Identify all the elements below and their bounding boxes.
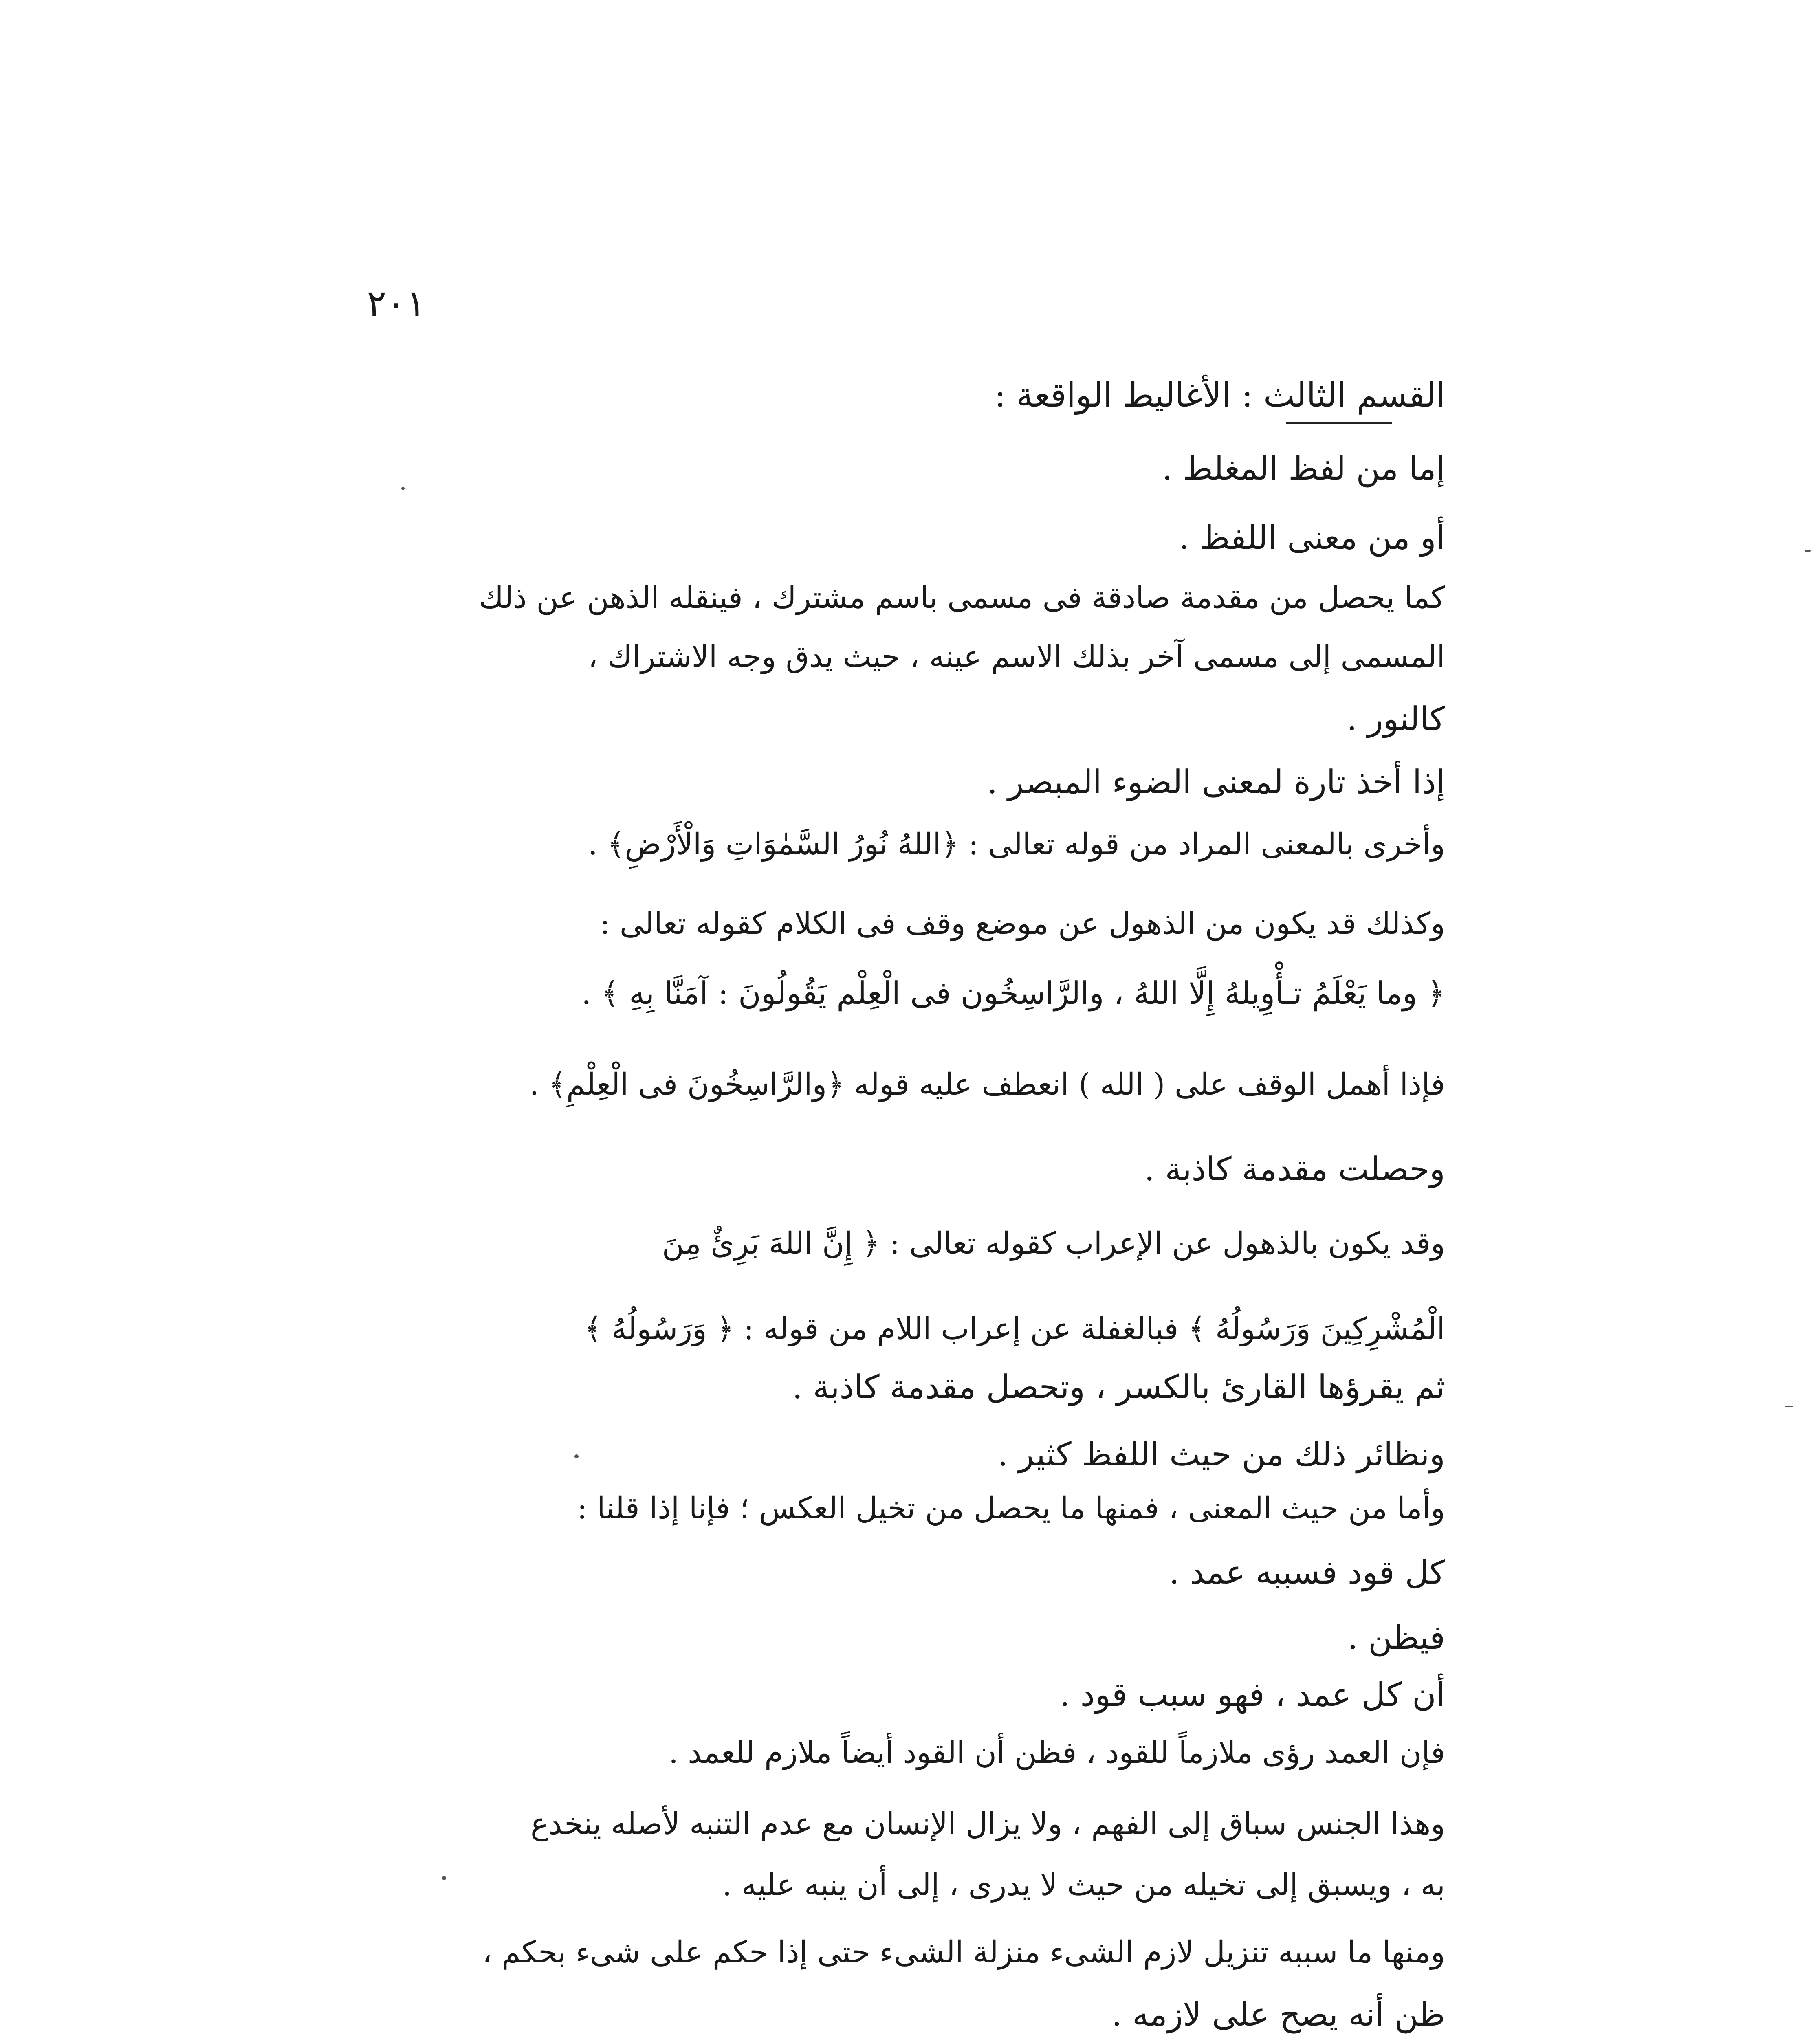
scan-speck	[1805, 550, 1811, 552]
scan-speck	[401, 487, 405, 490]
text-line: فإن العمد رؤى ملازماً للقود ، فظن أن القود أيضاً ملازم للعمد .	[669, 1735, 1445, 1770]
quran-verse-line: ﴿ وما يَعْلَمُ تـأْوِيلهُ إِلَّا اللهُ ، والرَّاسِخُون فى الْعِلْم يَقُولُونَ : آمَنَّا بِهِ ﴾ .	[581, 975, 1445, 1011]
scan-speck	[442, 1876, 446, 1880]
text-line: ونظائر ذلك من حيث اللفظ كثير .	[997, 1435, 1445, 1473]
text-line: وحصلت مقدمة كاذبة .	[1144, 1150, 1445, 1188]
text-line: كل قود فسببه عمد .	[1169, 1553, 1445, 1591]
text-line: أن كل عمد ، فهو سبب قود .	[1059, 1676, 1445, 1714]
text-line: فيظن .	[1347, 1619, 1445, 1656]
scan-speck	[574, 1454, 579, 1458]
text-line: وكذلك قد يكون من الذهول عن موضع وقف فى الكلام كقوله تعالى :	[600, 906, 1445, 941]
page-number: ٢٠١	[367, 282, 426, 325]
text-line: كما يحصل من مقدمة صادقة فى مسمى باسم مشترك ، فينقله الذهن عن ذلك	[478, 580, 1445, 615]
text-line: ومنها ما سببه تنزيل لازم الشىء منزلة الشىء حتى إذا حكم على شىء بحكم ،	[482, 1935, 1445, 1970]
text-line: كالنور .	[1347, 700, 1445, 738]
text-line: وقد يكون بالذهول عن الإعراب كقوله تعالى : ﴿ إِنَّ اللهَ بَرِئٌ مِنَ	[662, 1226, 1445, 1261]
scan-speck	[1785, 1406, 1793, 1407]
text-line: ثم يقرؤها القارئ بالكسر ، وتحصل مقدمة كاذبة .	[792, 1368, 1445, 1406]
text-line: إذا أخذ تارة لمعنى الضوء المبصر .	[987, 763, 1445, 801]
text-line: وأخرى بالمعنى المراد من قوله تعالى : ﴿اللهُ نُورُ السَّمٰوَاتِ وَالْأَرْضِ﴾ .	[588, 827, 1445, 862]
text-line: وهذا الجنس سباق إلى الفهم ، ولا يزال الإنسان مع عدم التنبه لأصله ينخدع	[530, 1806, 1445, 1841]
text-line: ظن أنه يصح على لازمه .	[1111, 1995, 1445, 2033]
text-line: فإذا أهمل الوقف على ( الله ) انعطف عليه قوله ﴿والرَّاسِخُونَ فى الْعِلْمِ﴾ .	[529, 1067, 1445, 1102]
text-line: الْمُشْرِكِينَ وَرَسُولُهُ ﴾ فبالغفلة عن إعراب اللام من قوله : ﴿ وَرَسُولُهُ ﴾	[584, 1311, 1445, 1346]
text-line: به ، ويسبق إلى تخيله من حيث لا يدرى ، إلى أن ينبه عليه .	[722, 1868, 1445, 1903]
text-line: أو من معنى اللفظ .	[1179, 519, 1445, 557]
text-line: إما من لفظ المغلط .	[1162, 449, 1445, 487]
heading-underline	[1286, 422, 1392, 424]
text-line: المسمى إلى مسمى آخر بذلك الاسم عينه ، حيث يدق وجه الاشتراك ،	[588, 639, 1445, 674]
text-line: وأما من حيث المعنى ، فمنها ما يحصل من تخيل العكس ؛ فإنا إذا قلنا :	[577, 1491, 1445, 1526]
section-heading: القسم الثالث : الأغاليط الواقعة :	[994, 376, 1445, 415]
